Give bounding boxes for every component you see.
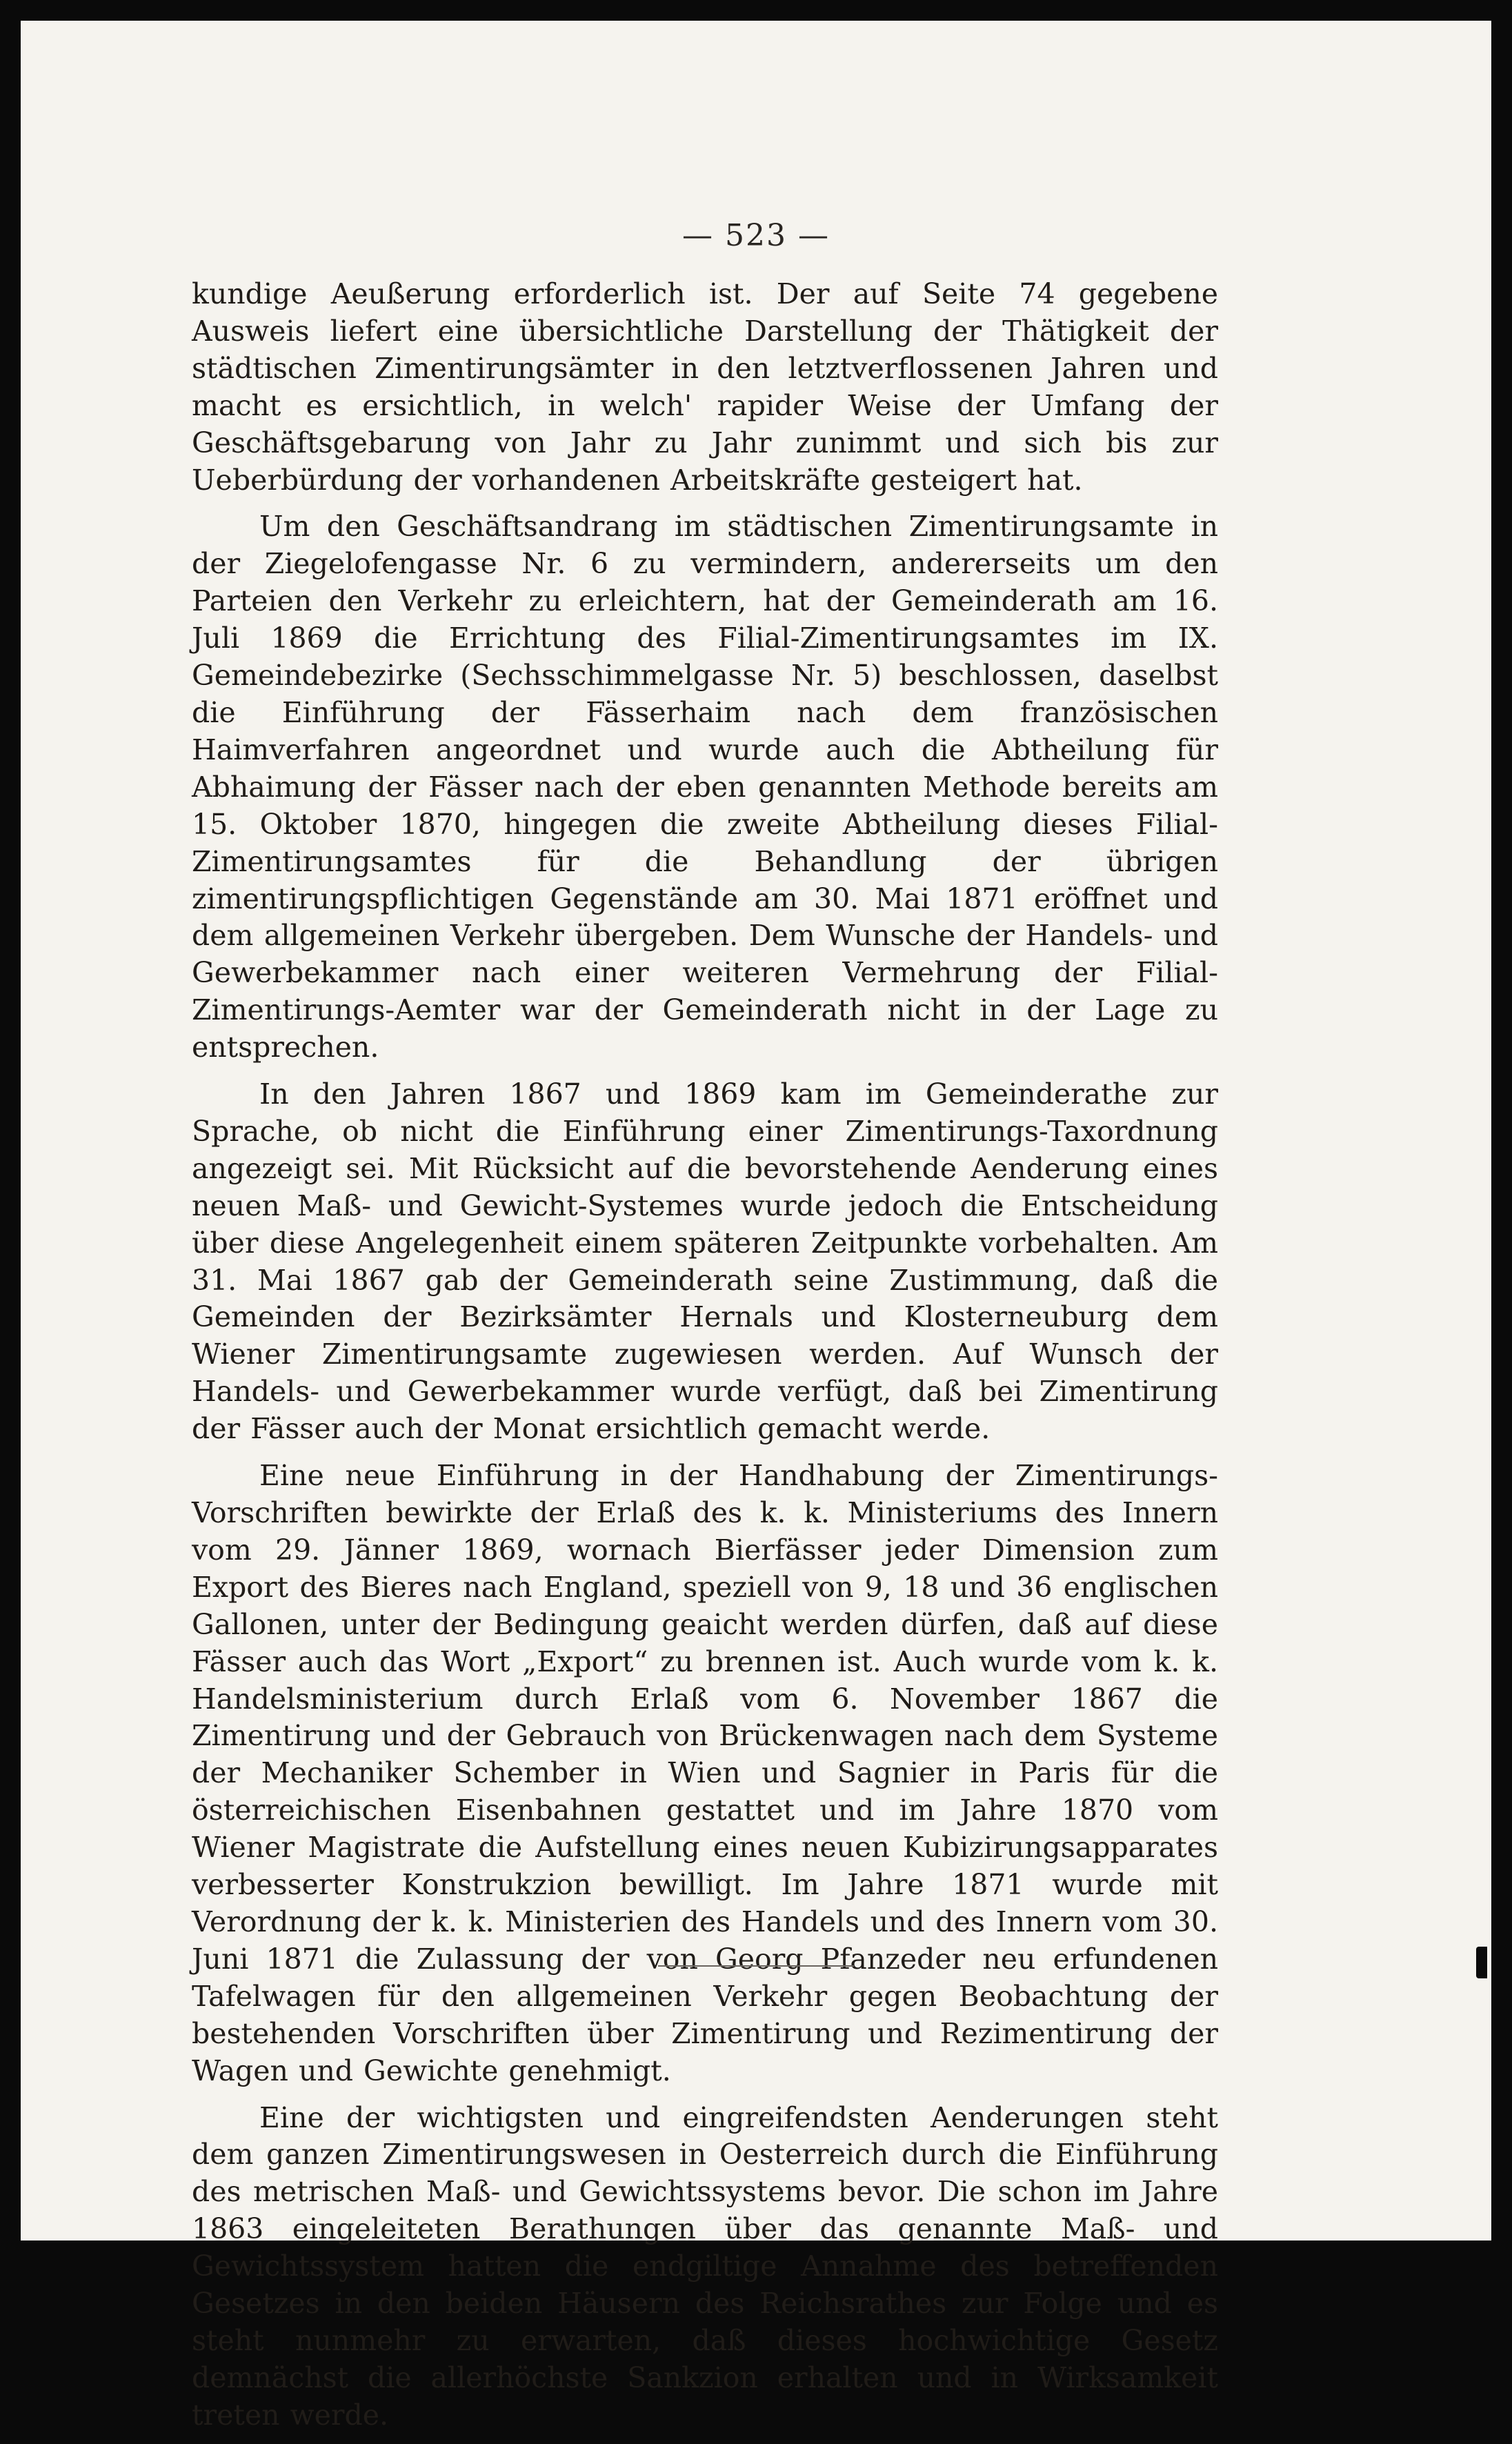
body-text (192, 276, 1218, 2444)
page-number: — 523 — (682, 218, 830, 253)
scan-edge-mark (1476, 1947, 1487, 1978)
paragraph-vorschriften: Eine neue Einführung in der Handhabung der Zimentirungs-Vorschriften bewirkte der Erlaß des k. k. Ministeriums des Innern vom 29. Jänner 1869, wornach Bierfässer jeder Dimension zum Export des Bieres nach England, speziell von 9, 18 und 36 englischen Gallonen, unter der Bedingung geaicht werden dürfen, daß auf diese Fässer auch das Wort „Export“ zu brennen ist. Auch wurde vom k. k. Handelsministerium durch Erlaß vom 6. November 1867 die Zimentirung und der Gebrauch von Brückenwagen nach dem Systeme der Mechaniker Schember in Wien und Sagnier in Paris für die österreichischen Eisenbahnen gestattet und im Jahre 1870 vom Wiener Magistrate die Aufstellung eines neuen Kubizirungsapparates verbesserter Konstrukzion bewilligt. Im Jahre 1871 wurde mit Verordnung der k. k. Ministerien des Handels und des Innern vom 30. Juni 1871 die Zulassung der von Georg Pfanzeder neu erfundenen Tafelwagen für den allgemeinen Verkehr gegen Beobachtung der bestehenden Vorschriften über Zimentirung und Rezimentirung der Wagen und Gewichte genehmigt. (192, 1459, 1218, 2087)
paragraph-filial-amt: Um den Geschäftsandrang im städtischen Zimentirungsamte in der Ziegelofengasse Nr. 6 zu vermindern, andererseits um den Parteien den Verkehr zu erleichtern, hat der Gemeinderath am 16. Juli 1869 die Errichtung des Filial-Zimentirungsamtes im IX. Gemeindebezirke (Sechsschimmelgasse Nr. 5) beschlossen, daselbst die Einführung der Fässerhaim nach dem französischen Haimverfahren angeordnet und wurde auch die Abtheilung für Abhaimung der Fässer nach der eben genannten Methode bereits am 15. Oktober 1870, hingegen die zweite Abtheilung dieses Filial-Zimentirungsamtes für die Behandlung der übrigen zimentirungspflichtigen Gegenstände am 30. Mai 1871 eröffnet und dem allgemeinen Verkehr übergeben. Dem Wunsche der Handels- und Gewerbekammer nach einer weiteren Vermehrung der Filial-Zimentirungs-Aemter war der Gemeinderath nicht in der Lage zu entsprechen. (192, 510, 1218, 1064)
paragraph-continuation: kundige Aeußerung erforderlich ist. Der auf Seite 74 gegebene Ausweis liefert eine übersichtliche Darstellung der Thätigkeit der städtischen Zimentirungsämter in den letztverflossenen Jahren und macht es ersichtlich, in welch' rapider Weise der Umfang der Geschäftsgebarung von Jahr zu Jahr zunimmt und sich bis zur Ueberbürdung der vorhandenen Arbeitskräfte gesteigert hat. (192, 277, 1218, 497)
document-page (21, 21, 1491, 2432)
paragraph-taxordnung: In den Jahren 1867 und 1869 kam im Gemeinderathe zur Sprache, ob nicht die Einführung einer Zimentirungs-Taxordnung angezeigt sei. Mit Rücksicht auf die bevorstehende Aenderung eines neuen Maß- und Gewicht-Systemes wurde jedoch die Entscheidung über diese Angelegenheit einem späteren Zeitpunkte vorbehalten. Am 31. Mai 1867 gab der Gemeinderath seine Zustimmung, daß die Gemeinden der Bezirksämter Hernals und Klosterneuburg dem Wiener Zimentirungsamte zugewiesen werden. Auf Wunsch der Handels- und Gewerbekammer wurde verfügt, daß bei Zimentirung der Fässer auch der Monat ersichtlich gemacht werde. (192, 1077, 1218, 1446)
paragraph-metrisches-system: Eine der wichtigsten und eingreifendsten Aenderungen steht dem ganzen Zimentirungswesen in Oesterreich durch die Einführung des metrischen Maß- und Gewichtssystems bevor. Die schon im Jahre 1863 eingeleiteten Berathungen über das genannte Maß- und Gewichtssystem hatten die endgiltige Annahme des betreffenden Gesetzes in den beiden Häusern des Reichsrathes zur Folge und es steht nunmehr zu erwarten, daß dieses hochwichtige Gesetz demnächst die allerhöchste Sankzion erhalten und in Wirksamkeit treten werde. (192, 2100, 1218, 2432)
closing-rule (658, 1965, 854, 1967)
